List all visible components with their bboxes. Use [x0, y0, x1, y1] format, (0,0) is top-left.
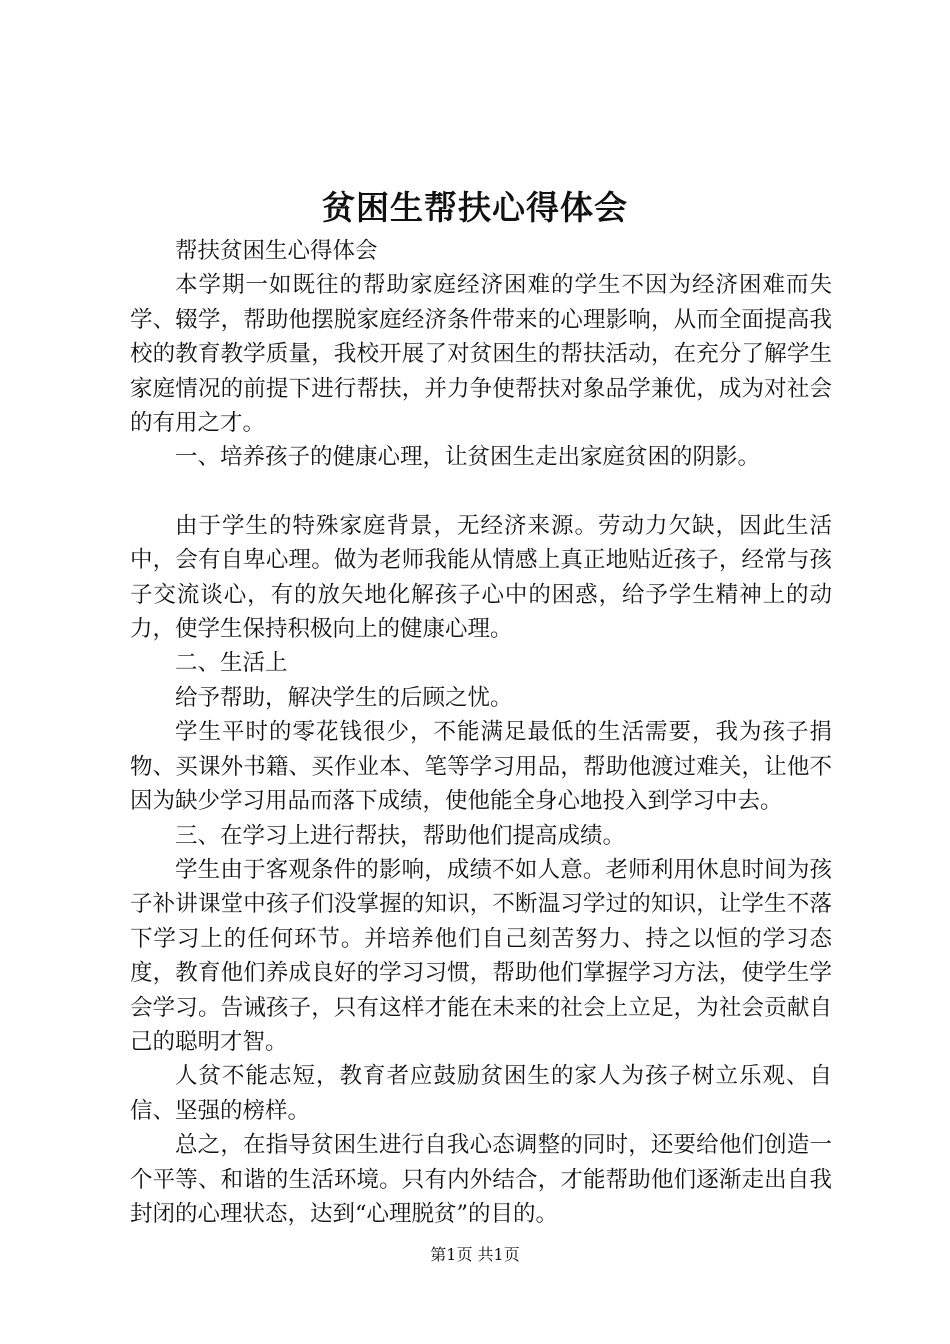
document-title: 贫困生帮扶心得体会 — [322, 188, 628, 227]
page-footer: 第1页 共1页 — [430, 1245, 520, 1264]
paragraph-section-3: 学生由于客观条件的影响，成绩不如人意。老师利用休息时间为孩子补讲课堂中孩子们没掌握的知识，不断温习学过的知识，让学生不落下学习上的任何环节。并培养他们自己刻苦努力、持之以恒的学习态度，教育他们养成良好的学习习惯，帮助他们掌握学习方法，使学生学会学习。告诫孩子，只有这样才能在未来的社会上立足，为社会贡献自己的聪明才智。 — [130, 856, 832, 1055]
section-heading-2: 二、生活上 — [175, 650, 288, 677]
document-body — [130, 234, 832, 1231]
paragraph-subtitle: 帮扶贫困生心得体会 — [175, 238, 378, 264]
paragraph-conclusion: 总之，在指导贫困生进行自我心态调整的同时，还要给他们创造一个平等、和谐的生活环境。只有内外结合，才能帮助他们逐渐走出自我封闭的心理状态，达到“心理脱贫”的目的。 — [130, 1132, 832, 1227]
section-heading-1: 一、培养孩子的健康心理，让贫困生走出家庭贫困的阴影。 — [175, 444, 761, 471]
paragraph-encouragement: 人贫不能志短，教育者应鼓励贫困生的家人为孩子树立乐观、自信、坚强的榜样。 — [130, 1063, 832, 1124]
paragraph-intro: 本学期一如既往的帮助家庭经济困难的学生不因为经济困难而失学、辍学，帮助他摆脱家庭经济条件带来的心理影响，从而全面提高我校的教育教学质量，我校开展了对贫困生的帮扶活动，在充分了解学生家庭情况的前提下进行帮扶，并力争使帮扶对象品学兼优，成为对社会的有用之才。 — [130, 272, 832, 437]
paragraph-section-2: 学生平时的零花钱很少，不能满足最低的生活需要，我为孩子捐物、买课外书籍、买作业本、笔等学习用品，帮助他渡过难关，让他不因为缺少学习用品而落下成绩，使他能全身心地投入到学习中去。 — [130, 719, 832, 815]
section-heading-2-cont: 给予帮助，解决学生的后顾之忧。 — [175, 684, 513, 711]
paragraph-section-1: 由于学生的特殊家庭背景，无经济来源。劳动力欠缺，因此生活中，会有自卑心理。做为老师我能从情感上真正地贴近孩子，经常与孩子交流谈心，有的放矢地化解孩子心中的困惑，给予学生精神上的动力，使学生保持积极向上的健康心理。 — [130, 512, 832, 643]
section-heading-3: 三、在学习上进行帮扶，帮助他们提高成绩。 — [175, 822, 626, 849]
